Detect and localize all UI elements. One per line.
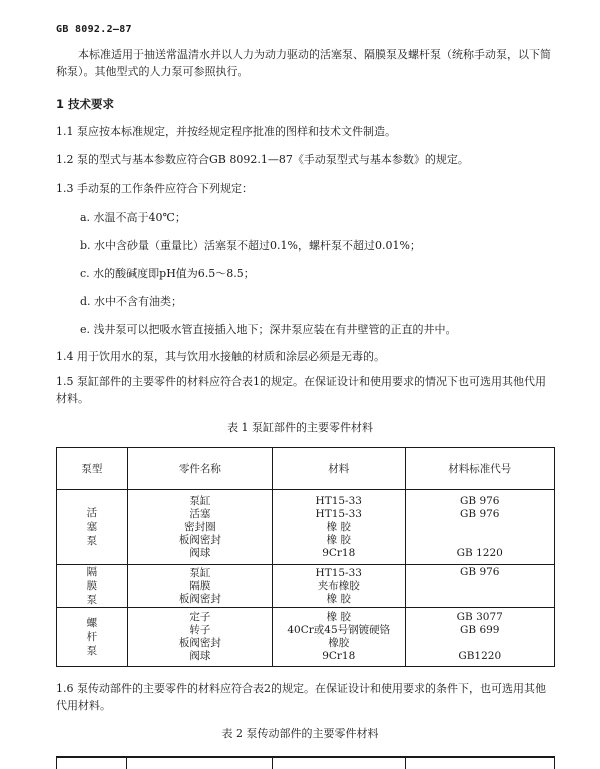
table-header-cell: 泵型 [57,448,128,490]
material-cell: HT15-33 HT15-33 橡 胶 橡 胶 9Cr18 [273,490,406,565]
standard-cell: GB 976 GB 976 GB 1220 [405,490,555,565]
table-row [57,490,555,565]
pump-type-cell: 活 塞 泵 [57,490,128,565]
part-name-cell: 泵缸 活塞 密封圈 板阀密封 阀球 [127,490,272,565]
material-cell: HT15-33 夹布橡胶 橡 胶 [273,565,406,608]
clause-1-3-d: d. 水中不含有油类； [80,295,183,308]
part-name-cell: 定子 转子 板阀密封 阀球 [127,608,272,667]
clause-1-1: 1.1 泵应按本标准规定，并按经规定程序批准的图样和技术文件制造。 [56,125,396,138]
pump-type-cell: 隔 膜 泵 [57,565,128,608]
clause-1-5: 1.5 泵缸部件的主要零件的材料应符合表1的规定。在保证设计和使用要求的情况下也可选用其他代用材料。 [56,375,546,405]
clause-1-3-e: e. 浅井泵可以把吸水管直接插入地下；深井泵应装在有井壁管的正直的井中。 [80,323,457,336]
table-row [57,608,555,667]
table1 [56,447,555,667]
table2-divider [405,758,406,769]
standard-cell: GB 976 [405,565,555,608]
part-name-cell: 泵缸 隔膜 板阀密封 [127,565,272,608]
table1-caption: 表 1 泵缸部件的主要零件材料 [227,421,373,434]
clause-1-3-a: a. 水温不高于40℃； [80,211,186,224]
section-title: 1 技术要求 [56,97,115,111]
table-header-cell: 材料 [273,448,406,490]
clause-1-3: 1.3 手动泵的工作条件应符合下列规定： [56,182,253,195]
table2-divider [272,758,273,769]
material-cell: 橡 胶 40Cr或45号钢镀硬铬 橡胶 9Cr18 [273,608,406,667]
clause-1-3-b: b. 水中含砂量（重量比）活塞泵不超过0.1%，螺杆泵不超过0.01%； [80,239,421,252]
clause-1-4: 1.4 用于饮用水的泵，其与饮用水接触的材质和涂层必须是无毒的。 [56,350,385,363]
table-header-cell: 材料标准代号 [405,448,555,490]
clause-1-3-c: c. 水的酸碱度即pH值为6.5～8.5； [80,267,255,280]
intro-paragraph: 本标准适用于抽送常温清水并以人力为动力驱动的活塞泵、隔膜泵及螺杆泵（统称手动泵，以下简称泵）。其他型式的人力泵可参照执行。 [56,48,551,78]
document-header-id: GB 8092.2—87 [56,24,132,35]
table2-divider [126,758,127,769]
pump-type-cell: 螺 杆 泵 [57,608,128,667]
standard-cell: GB 3077 GB 699 GB1220 [405,608,555,667]
clause-1-2: 1.2 泵的型式与基本参数应符合GB 8092.1—87《手动泵型式与基本参数》的规定。 [56,153,469,166]
table-header-row [57,448,555,490]
table2-top-edge [56,756,555,769]
table2-caption: 表 2 泵传动部件的主要零件材料 [221,727,379,740]
table-header-cell: 零件名称 [127,448,272,490]
table-row [57,565,555,608]
clause-1-6: 1.6 泵传动部件的主要零件的材料应符合表2的规定。在保证设计和使用要求的条件下，也可选用其他代用材料。 [56,682,546,712]
